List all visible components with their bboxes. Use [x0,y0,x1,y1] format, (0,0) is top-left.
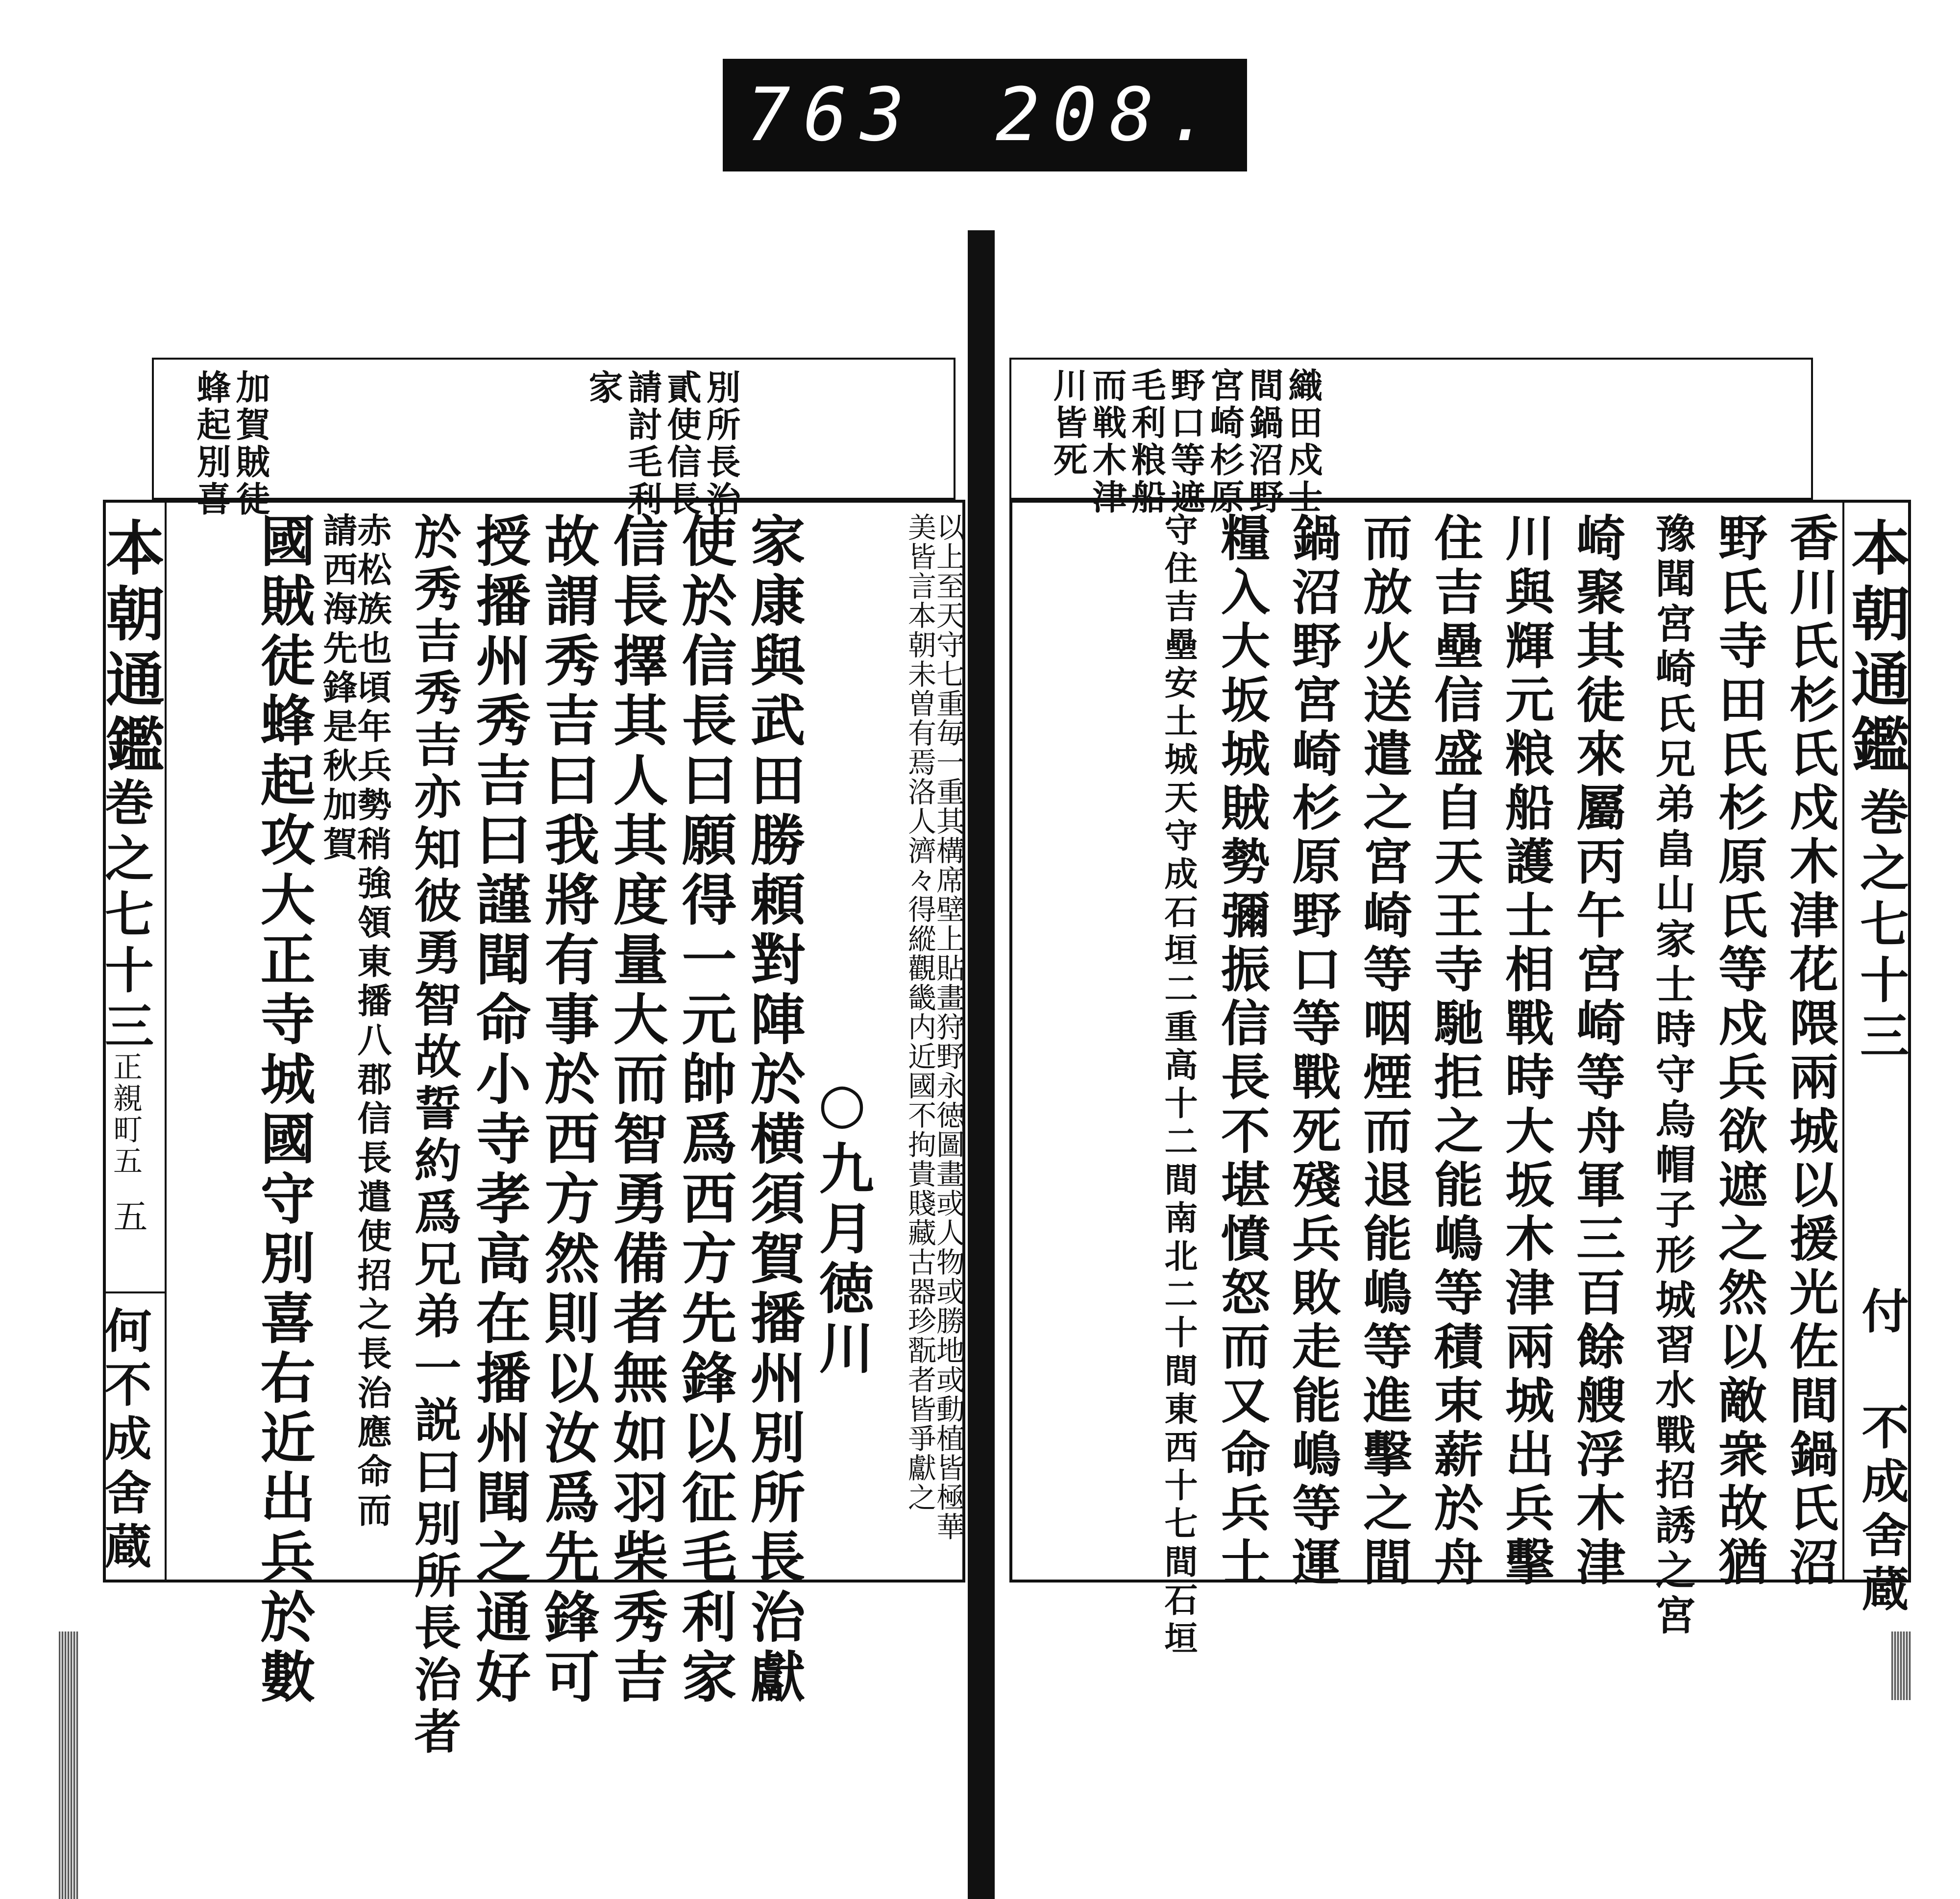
book-title: 本朝通鑑 [96,517,165,780]
right-text-frame [1009,500,1911,1659]
archive-number-label [723,59,1247,171]
margin-rule [106,1291,165,1293]
text-column-1: 香川氏杉氏戍木津花隈兩城以援光佐間鍋氏沼 [1781,512,1839,1590]
headnote-col: 毛利粮船 [1126,367,1167,516]
headnote-col: 宮崎杉原 [1204,367,1245,516]
text-column-9: 糧入大坂城賊勢彌振信長不堪憤怒而又命兵士 [1213,512,1271,1590]
text-column-10: 守住吉壘安土城天守成石垣二重高十二間南北二十間東西十七間石垣 [1159,512,1198,1659]
book-spine [968,230,995,1899]
text-column-8: 於秀吉秀吉亦知彼勇智故誓約爲兄弟一説曰別所長治者 [407,512,462,1759]
text-column-5: 信長擇其人其度量大而智勇備者無如羽柴秀吉 [604,512,668,1708]
text-column-6: 故謂秀吉曰我將有事於西方然則以汝爲先鋒可 [536,512,600,1708]
book-title: 本朝通鑑 [1841,517,1911,780]
text-column-2a: ○九月徳川 [810,1071,874,1379]
headnote-col: 野口等遮 [1165,367,1206,516]
text-column-8: 鍋沼野宮崎杉原野口等戰死殘兵敗走能嶋等運 [1284,512,1342,1590]
text-column-7: 而放火送遣之宮崎等咽煙而退能嶋等進擊之間 [1355,512,1413,1590]
right-number: 208. [995,73,1224,158]
text-column-2: 野氏寺田氏杉原氏等戍兵欲遮之然以敵衆故猶 [1710,512,1768,1590]
text-column-4: 崎聚其徒來屬丙午宮崎等舟軍三百餘艘浮木津 [1568,512,1626,1590]
right-page [1000,230,1911,1659]
text-column-6: 住吉壘信盛自天王寺馳拒之能嶋等積束薪於舟 [1426,512,1484,1590]
headnote-col: 而戦木津 [1087,367,1127,516]
text-column-1: 以上至天守七重毎一重其構席壁上貼畫狩野永徳圖畫或人物或勝地或動植皆極華美皆言本朝未曽有焉洛人濟々得縱觀畿内近國不拘貴賤藏古器珍翫者皆爭獻之 [903,512,965,1541]
left-text-frame [96,500,965,1759]
folio-number: 五 [108,1198,148,1235]
volume-label: 巻之七十三 [97,777,154,1056]
text-column-4: 使於信長曰願得一元帥爲西方先鋒以征毛利家 [673,512,737,1708]
library-stamp: 付 不成舍蔵 [1854,1287,1910,1618]
headnote-col: 加賀賊徒 [230,369,271,518]
headnote-col: 請討毛利 [622,369,663,518]
headnote-col: 別所長治 [701,369,741,518]
left-headnote-box [152,358,956,518]
headnote-col: 間鍋沼野 [1244,367,1284,516]
library-stamp: 何不成舍蔵 [97,1306,152,1576]
left-number: 763 [746,73,917,158]
headnote-col: 貳使信長 [662,369,702,518]
text-column-5: 川與輝元粮船護士相戰時大坂木津兩城出兵擊 [1497,512,1555,1590]
text-column-3: 豫聞宮崎氏兄弟畠山家士時守烏帽子形城習水戰招誘之宮 [1649,512,1696,1639]
text-column-9: 赤松族也頃年兵勢稍強領東播八郡信長遣使招之長治應命而請西海先鋒是秋加賀 [318,512,392,1532]
headnote-col: 織田戍士 [1283,367,1323,516]
headnote-col: 家 [583,369,624,407]
right-headnote-box [1009,358,1813,516]
text-column-10: 國賊徒蜂起攻大正寺城國守別喜右近出兵於數 [251,512,316,1708]
text-column-3: 家康與武田勝頼對陣於横須賀播州別所長治獻 [741,512,806,1708]
text-column-7: 授播州秀吉曰謹聞命小寺孝高在播州聞之通好 [467,512,531,1708]
headnote-col: 蜂起別喜 [191,369,232,518]
headnote-col: 川皆死 [1048,367,1088,479]
left-page [59,230,965,1759]
volume-label: 巻之七十三 [1852,787,1910,1066]
era-label: 正親町五 [108,1051,143,1177]
